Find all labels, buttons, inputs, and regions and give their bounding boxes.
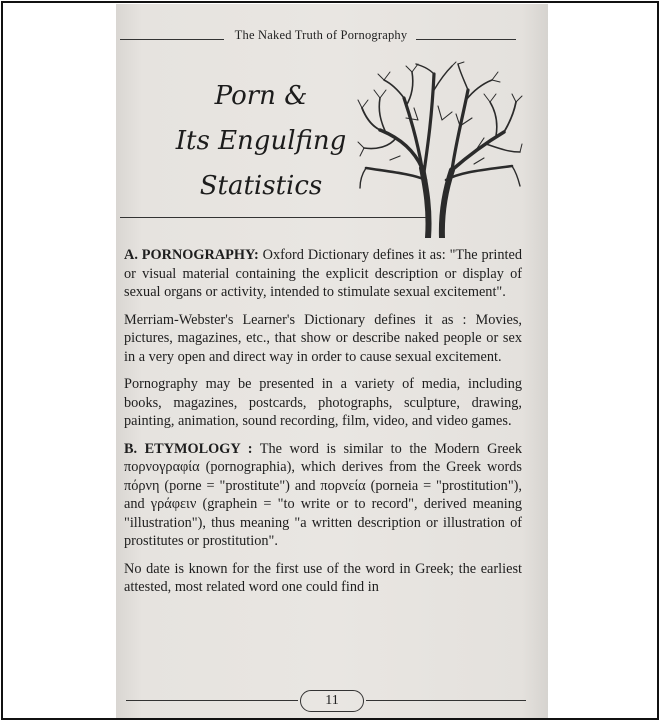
paragraph-pornography-text: Oxford Dictionary defines it as: "The printed or visual material containing the explicit description or display of sexual organs or activity, intended to stimulate sexual excitement". xyxy=(124,247,522,300)
paragraph-pornography xyxy=(124,246,522,302)
title-divider xyxy=(120,217,426,218)
chapter-title xyxy=(156,74,366,209)
running-head xyxy=(116,26,548,46)
tree-illustration xyxy=(356,60,524,238)
body-text xyxy=(124,246,522,606)
running-head-title: The Naked Truth of Pornography xyxy=(234,28,408,42)
header-rule-right xyxy=(416,39,516,40)
paragraph-etymology xyxy=(124,440,522,551)
paragraph-no-date: No date is known for the first use of the word in Greek; the earliest attested, most related word one could find in xyxy=(124,560,522,595)
paragraph-media: Pornography may be presented in a variety of media, including books, magazines, postcards, photographs, sculpture, drawing, painting, animation, sound recording, film, video, and video games. xyxy=(124,376,522,429)
page-footer xyxy=(116,690,548,716)
section-heading-etymology: B. ETYMOLOGY : xyxy=(124,440,253,457)
paragraph-merriam-webster: Merriam-Webster's Learner's Dictionary defines it as : Movies, pictures, magazines, etc., that show or describe naked people or sex in a very open and direct way in order to cause sexual excitement. xyxy=(124,311,522,365)
section-heading-pornography: A. PORNOGRAPHY: xyxy=(124,247,259,263)
chapter-title-line-1: Porn & xyxy=(214,81,308,111)
footer-rule-left xyxy=(126,700,298,701)
chapter-title-line-2: Its Engulfing xyxy=(175,126,347,156)
footer-rule-right xyxy=(366,700,526,701)
paragraph-etymology-text: The word is similar to the Modern Greek πορνογραφία (pornographia), which derives from the Greek words πόρνη (porne = "prostitute") and πορνεία (porneia = "prostitution"), and γράφειν (graphein = "to write or to record", derived meaning "illustration"), thus meaning "a written description or illustration of prostitutes or prostitution". xyxy=(124,440,523,549)
chapter-title-line-3: Statistics xyxy=(199,171,323,201)
book-page xyxy=(116,4,548,718)
header-rule-left xyxy=(120,39,224,40)
page-number: 11 xyxy=(300,690,364,712)
